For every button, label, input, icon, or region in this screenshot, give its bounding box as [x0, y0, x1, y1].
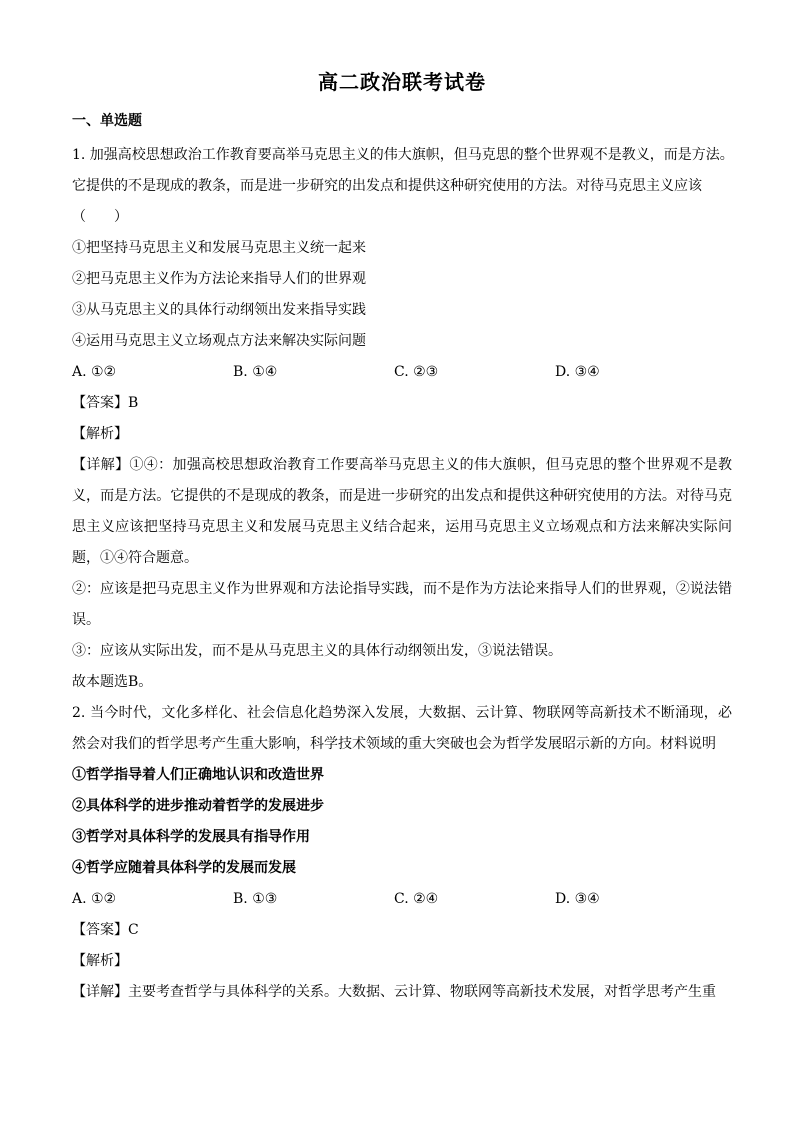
question-2-statement-2: ②具体科学的进步推动着哲学的发展进步 [72, 798, 324, 814]
question-2-option-b: B. ①③ [233, 891, 278, 907]
question-2-statement-4: ④哲学应随着具体科学的发展而发展 [72, 860, 296, 876]
question-1-answer: 【答案】B [72, 395, 139, 411]
question-1-option-b: B. ①④ [233, 364, 278, 380]
question-1-options [72, 357, 732, 388]
section-heading: 一、单选题 [72, 113, 142, 129]
question-1-detail-paragraph-2: ②：应该是把马克思主义作为世界观和方法论指导实践，而不是作为方法论来指导人们的世界观，②说法错误。 [72, 581, 732, 628]
question-2-statement-3: ③哲学对具体科学的发展具有指导作用 [72, 829, 310, 845]
question-1-detail-paragraph-1: 【详解】①④：加强高校思想政治教育工作要高举马克思主义的伟大旗帜，但马克思的整个世界观不是教义，而是方法。它提供的不是现成的教条，而是进一步研究的出发点和提供这种研究使用的方法。对待马克思主义应该把坚持马克思主义和发展马克思主义结合起来，运用马克思主义立场观点和方法来解决实际问题，①④符合题意。 [72, 457, 732, 566]
question-2-stem: 2. 当今时代，文化多样化、社会信息化趋势深入发展，大数据、云计算、物联网等高新技术不断涌现，必然会对我们的哲学思考产生重大影响，科学技术领域的重大突破也会为哲学发展昭示新的方向。材料说明 [72, 705, 732, 752]
question-1-option-c: C. ②③ [394, 364, 439, 380]
question-2-option-a: A. ①② [72, 891, 117, 907]
question-2-option-d: D. ③④ [555, 891, 600, 907]
question-2-option-c: C. ②④ [394, 891, 439, 907]
question-1-analysis-label: 【解析】 [72, 426, 128, 442]
question-1-statement-1: ①把坚持马克思主义和发展马克思主义统一起来 [72, 240, 366, 256]
question-1-statement-4: ④运用马克思主义立场观点方法来解决实际问题 [72, 333, 366, 349]
question-2-analysis-label: 【解析】 [72, 953, 128, 969]
question-2-options [72, 884, 732, 915]
question-1-stem-line-2: 它提供的不是现成的教条，而是进一步研究的出发点和提供这种研究使用的方法。对待马克思主义应该 [72, 178, 702, 194]
question-1-detail-paragraph-4: 故本题选B。 [72, 674, 153, 690]
question-1-option-a: A. ①② [72, 364, 117, 380]
question-1-stem-line-3: （ ） [72, 209, 128, 225]
question-1-detail-paragraph-3: ③：应该从实际出发，而不是从马克思主义的具体行动纲领出发，③说法错误。 [72, 643, 562, 659]
question-2-answer: 【答案】C [72, 922, 139, 938]
question-1-statement-3: ③从马克思主义的具体行动纲领出发来指导实践 [72, 302, 366, 318]
page-title: 高二政治联考试卷 [318, 70, 486, 94]
question-2-statement-1: ①哲学指导着人们正确地认识和改造世界 [72, 767, 324, 783]
question-1 [72, 140, 732, 698]
question-2-detail-partial: 【详解】主要考查哲学与具体科学的关系。大数据、云计算、物联网等高新技术发展，对哲学思考产生重 [72, 984, 716, 1000]
question-1-option-d: D. ③④ [555, 364, 600, 380]
question-1-statement-2: ②把马克思主义作为方法论来指导人们的世界观 [72, 271, 366, 287]
question-2 [72, 698, 732, 1008]
question-1-stem-line-1: 1. 加强高校思想政治工作教育要高举马克思主义的伟大旗帜，但马克思的整个世界观不是教义，而是方法。 [72, 147, 734, 163]
